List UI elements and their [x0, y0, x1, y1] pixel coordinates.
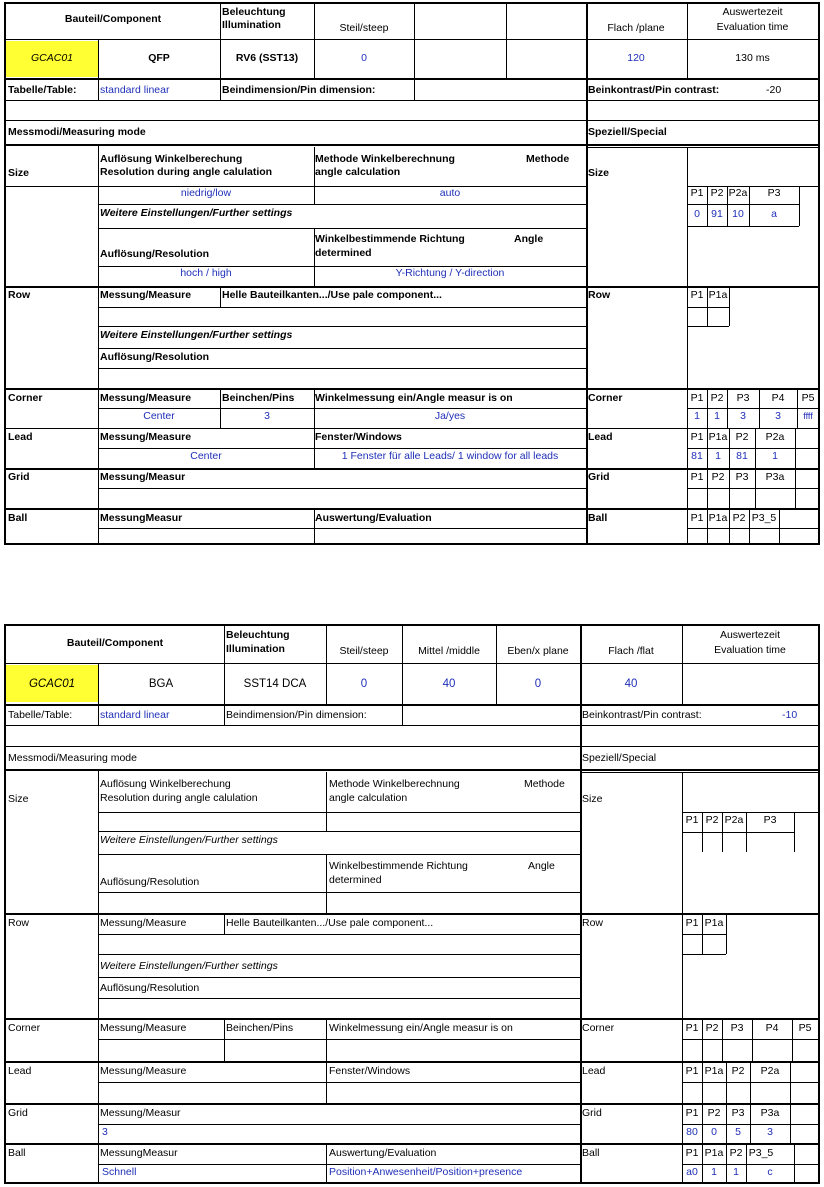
eval-time-header-de: Auswertezeit: [722, 6, 783, 18]
row-further-settings-label: Weitere Einstellungen/Further settings: [100, 329, 293, 341]
corner-param-name: P5: [798, 1022, 812, 1034]
row-param-name: P1: [685, 917, 699, 929]
res-angle-label-en: Resolution during angle calulation: [100, 792, 258, 804]
corner-angle-value: Ja/yes: [434, 410, 466, 422]
plane-header: Flach /plane: [607, 22, 665, 34]
ball-param-name: P3_5: [751, 512, 777, 524]
illumination-header-en: Illumination: [226, 643, 285, 655]
bga-settings-sheet: [4, 624, 820, 1184]
corner-param-value: 3: [775, 410, 781, 422]
pin-contrast-label: Beinkontrast/Pin contrast:: [588, 84, 720, 96]
component-header: Bauteil/Component: [64, 13, 162, 25]
size-param-name: P2a: [724, 814, 744, 826]
steep-value: 0: [360, 678, 368, 690]
ball-param-name: P2: [729, 1147, 743, 1159]
eval-time-value: 130 ms: [735, 52, 770, 64]
resolution-label: Auflösung/Resolution: [100, 248, 210, 260]
qfp-settings-sheet: [4, 2, 820, 545]
corner-pins-value: 3: [264, 410, 270, 422]
resolution-value: hoch / high: [180, 267, 232, 279]
row-special-label: Row: [582, 917, 604, 929]
ball-special-label: Ball: [588, 512, 608, 524]
pin-dimension-label: Beindimension/Pin dimension:: [226, 709, 367, 721]
ball-eval-value: Position+Anwesenheit/Position+presence: [329, 1166, 523, 1178]
eval-time-header-en: Evaluation time: [714, 644, 786, 656]
steep-value: 0: [361, 52, 367, 64]
grid-param-name: P2: [707, 1107, 721, 1119]
grid-param-name: P2: [711, 471, 725, 483]
corner-param-value: 1: [714, 410, 720, 422]
grid-param-value: 80: [686, 1126, 698, 1138]
grid-measure-value: 3: [102, 1126, 108, 1138]
corner-angle-label: Winkelmessung ein/Angle measur is on: [329, 1022, 513, 1034]
angle-direction-label-de: Winkelbestimmende Richtung: [315, 233, 465, 245]
corner-pins-label: Beinchen/Pins: [222, 392, 295, 404]
lead-param-name: P2a: [765, 431, 785, 443]
angle-direction-label-de: Winkelbestimmende Richtung: [329, 860, 468, 872]
corner-param-name: P4: [771, 392, 785, 404]
size-param-value: 10: [732, 208, 744, 220]
illumination-header-de: Beleuchtung: [226, 629, 290, 641]
lead-special-label: Lead: [582, 1065, 606, 1077]
grid-special-label: Grid: [582, 1107, 602, 1119]
component-id: GCAC01: [28, 678, 76, 690]
illumination-header-de: Beleuchtung: [222, 6, 286, 18]
size-mode-label: Size: [8, 793, 29, 805]
xplane-value: 0: [534, 678, 542, 690]
eval-time-header-de: Auswertezeit: [719, 629, 781, 641]
ball-measure-label: MessungMeasur: [100, 1147, 178, 1159]
lead-param-name: P2a: [760, 1065, 780, 1077]
row-pale-label: Helle Bauteilkanten.../Use pale component...: [222, 289, 442, 301]
steep-header: Steil/steep: [339, 645, 389, 657]
flat-header: Flach /flat: [608, 645, 654, 657]
row-mode-label: Row: [8, 289, 31, 301]
size-param-name: P2a: [728, 187, 748, 199]
size-param-name: P3: [767, 187, 781, 199]
ball-eval-label: Auswertung/Evaluation: [315, 512, 432, 524]
pin-contrast-value: -20: [766, 84, 782, 96]
row-resolution-label: Auflösung/Resolution: [100, 982, 200, 994]
grid-param-value: 0: [711, 1126, 717, 1138]
ball-mode-label: Ball: [8, 512, 28, 524]
ball-param-name: P1a: [704, 1147, 724, 1159]
corner-special-label: Corner: [582, 1022, 615, 1034]
lead-param-name: P1a: [708, 431, 728, 443]
row-further-settings-label: Weitere Einstellungen/Further settings: [100, 960, 278, 972]
corner-mode-label: Corner: [8, 392, 43, 404]
corner-pins-label: Beinchen/Pins: [226, 1022, 294, 1034]
row-param-name: P1a: [708, 289, 728, 301]
angle-direction-label-en: determined: [329, 874, 382, 886]
ball-param-value: c: [767, 1166, 773, 1178]
lead-measure-value: Center: [190, 450, 222, 462]
grid-param-value: 3: [767, 1126, 773, 1138]
package-type: QFP: [148, 52, 170, 64]
middle-header: Mittel /middle: [418, 645, 480, 657]
ball-mode-label: Ball: [8, 1147, 26, 1159]
size-special-label: Size: [582, 793, 603, 805]
illumination-value: RV6 (SST13): [235, 52, 299, 64]
lead-special-label: Lead: [588, 431, 613, 443]
ball-param-value: a0: [686, 1166, 698, 1178]
ball-param-name: P1a: [708, 512, 728, 524]
size-param-name: P1: [685, 814, 699, 826]
corner-measure-value: Center: [143, 410, 175, 422]
corner-param-value: ffff: [803, 411, 813, 421]
further-settings-label: Weitere Einstellungen/Further settings: [100, 207, 293, 219]
corner-param-value: 3: [740, 410, 746, 422]
row-pale-label: Helle Bauteilkanten.../Use pale component...: [226, 917, 434, 929]
special-header: Speziell/Special: [582, 752, 657, 764]
size-param-name: P3: [763, 814, 777, 826]
pin-contrast-label: Beinkontrast/Pin contrast:: [582, 709, 702, 721]
resolution-label: Auflösung/Resolution: [100, 876, 200, 888]
corner-param-value: 1: [694, 410, 700, 422]
ball-param-name: P1: [685, 1147, 699, 1159]
corner-param-name: P2: [705, 1022, 719, 1034]
row-measure-label: Messung/Measure: [100, 917, 187, 929]
lead-windows-label: Fenster/Windows: [329, 1065, 411, 1077]
special-header: Speziell/Special: [588, 126, 667, 138]
row-param-name: P1a: [704, 917, 724, 929]
steep-header: Steil/steep: [339, 22, 389, 34]
corner-param-name: P4: [765, 1022, 779, 1034]
size-param-name: P2: [710, 187, 724, 199]
corner-param-name: P1: [690, 392, 704, 404]
size-param-name: P1: [690, 187, 704, 199]
grid-mode-label: Grid: [8, 1107, 28, 1119]
table-value: standard linear: [100, 84, 170, 96]
grid-special-label: Grid: [588, 471, 610, 483]
lead-measure-label: Messung/Measure: [100, 431, 192, 443]
pin-dimension-label: Beindimension/Pin dimension:: [222, 84, 376, 96]
size-mode-label: Size: [8, 167, 30, 179]
xplane-header: Eben/x plane: [507, 645, 569, 657]
corner-param-name: P5: [801, 392, 815, 404]
lead-param-name: P1: [690, 431, 704, 443]
size-special-label: Size: [588, 167, 610, 179]
lead-param-name: P1: [685, 1065, 699, 1077]
grid-param-value: 5: [735, 1126, 741, 1138]
corner-measure-label: Messung/Measure: [100, 1022, 187, 1034]
corner-param-name: P1: [685, 1022, 699, 1034]
grid-param-name: P3: [731, 1107, 745, 1119]
ball-measure-value: Schnell: [102, 1166, 137, 1178]
res-angle-label-de: Auflösung Winkelberechung: [100, 778, 231, 790]
angle-method-label-en: angle calculation: [329, 792, 408, 804]
ball-param-name: P3_5: [748, 1147, 774, 1159]
grid-param-name: P3a: [765, 471, 785, 483]
angle-direction-value: Y-Richtung / Y-direction: [395, 267, 505, 279]
res-angle-value: niedrig/low: [180, 187, 232, 199]
angle-method-label-de-2: Methode: [524, 778, 565, 790]
ball-param-name: P1: [690, 512, 704, 524]
angle-method-label-de-2: Methode: [526, 153, 570, 165]
angle-direction-label-en: determined: [315, 247, 372, 259]
lead-param-value: 81: [691, 450, 703, 462]
lead-param-name: P2: [735, 431, 749, 443]
angle-method-label-de: Methode Winkelberechnung: [329, 778, 460, 790]
grid-mode-label: Grid: [8, 471, 30, 483]
ball-special-label: Ball: [582, 1147, 600, 1159]
row-mode-label: Row: [8, 917, 30, 929]
flat-value: 40: [624, 678, 638, 690]
angle-method-label-en: angle calculation: [315, 166, 401, 178]
grid-measure-label: Messung/Measur: [100, 1107, 181, 1119]
corner-angle-label: Winkelmessung ein/Angle measur is on: [315, 392, 513, 404]
measuring-mode-header: Messmodi/Measuring mode: [8, 752, 137, 764]
row-measure-label: Messung/Measure: [100, 289, 192, 301]
table-label: Tabelle/Table:: [8, 709, 73, 721]
illumination-value: SST14 DCA: [243, 678, 307, 690]
grid-param-name: P1: [685, 1107, 699, 1119]
measuring-mode-header: Messmodi/Measuring mode: [8, 126, 146, 138]
lead-windows-label: Fenster/Windows: [315, 431, 402, 443]
component-id: GCAC01: [30, 52, 73, 64]
res-angle-label-en: Resolution during angle calulation: [100, 166, 273, 178]
corner-measure-label: Messung/Measure: [100, 392, 192, 404]
grid-param-name: P3: [735, 471, 749, 483]
angle-method-label-de: Methode Winkelberechnung: [315, 153, 455, 165]
lead-param-name: P1a: [704, 1065, 724, 1077]
angle-direction-label-de-2: Angle: [514, 233, 544, 245]
lead-param-value: 1: [772, 450, 778, 462]
ball-param-name: P2: [732, 512, 746, 524]
table-value: standard linear: [100, 709, 170, 721]
row-resolution-label: Auflösung/Resolution: [100, 351, 210, 363]
size-param-name: P2: [705, 814, 719, 826]
component-header: Bauteil/Component: [66, 637, 164, 649]
lead-mode-label: Lead: [8, 431, 33, 443]
res-angle-label-de: Auflösung Winkelberechung: [100, 153, 243, 165]
lead-param-value: 81: [736, 450, 748, 462]
further-settings-label: Weitere Einstellungen/Further settings: [100, 834, 278, 846]
grid-param-name: P1: [690, 471, 704, 483]
ball-eval-label: Auswertung/Evaluation: [329, 1147, 437, 1159]
lead-windows-value: 1 Fenster für alle Leads/ 1 window for all leads: [341, 450, 559, 462]
corner-special-label: Corner: [588, 392, 623, 404]
row-param-name: P1: [690, 289, 704, 301]
size-param-value: 0: [694, 208, 700, 220]
ball-param-value: 1: [733, 1166, 739, 1178]
ball-measure-label: MessungMeasur: [100, 512, 183, 524]
corner-param-name: P3: [736, 392, 750, 404]
ball-param-value: 1: [711, 1166, 717, 1178]
lead-param-name: P2: [731, 1065, 745, 1077]
pin-contrast-value: -10: [782, 709, 798, 721]
grid-param-name: P3a: [760, 1107, 780, 1119]
grid-measure-label: Messung/Measur: [100, 471, 186, 483]
eval-time-header-en: Evaluation time: [716, 21, 789, 33]
corner-mode-label: Corner: [8, 1022, 41, 1034]
package-type: BGA: [148, 678, 174, 690]
illumination-header-en: Illumination: [222, 19, 281, 31]
table-label: Tabelle/Table:: [8, 84, 77, 96]
plane-value: 120: [627, 52, 645, 64]
row-special-label: Row: [588, 289, 611, 301]
corner-param-name: P3: [730, 1022, 744, 1034]
middle-value: 40: [442, 678, 456, 690]
angle-method-value: auto: [439, 187, 461, 199]
angle-direction-label-de-2: Angle: [528, 860, 555, 872]
corner-param-name: P2: [710, 392, 724, 404]
size-param-value: 91: [711, 208, 723, 220]
lead-param-value: 1: [715, 450, 721, 462]
size-param-value: a: [771, 208, 777, 220]
lead-measure-label: Messung/Measure: [100, 1065, 187, 1077]
lead-mode-label: Lead: [8, 1065, 32, 1077]
